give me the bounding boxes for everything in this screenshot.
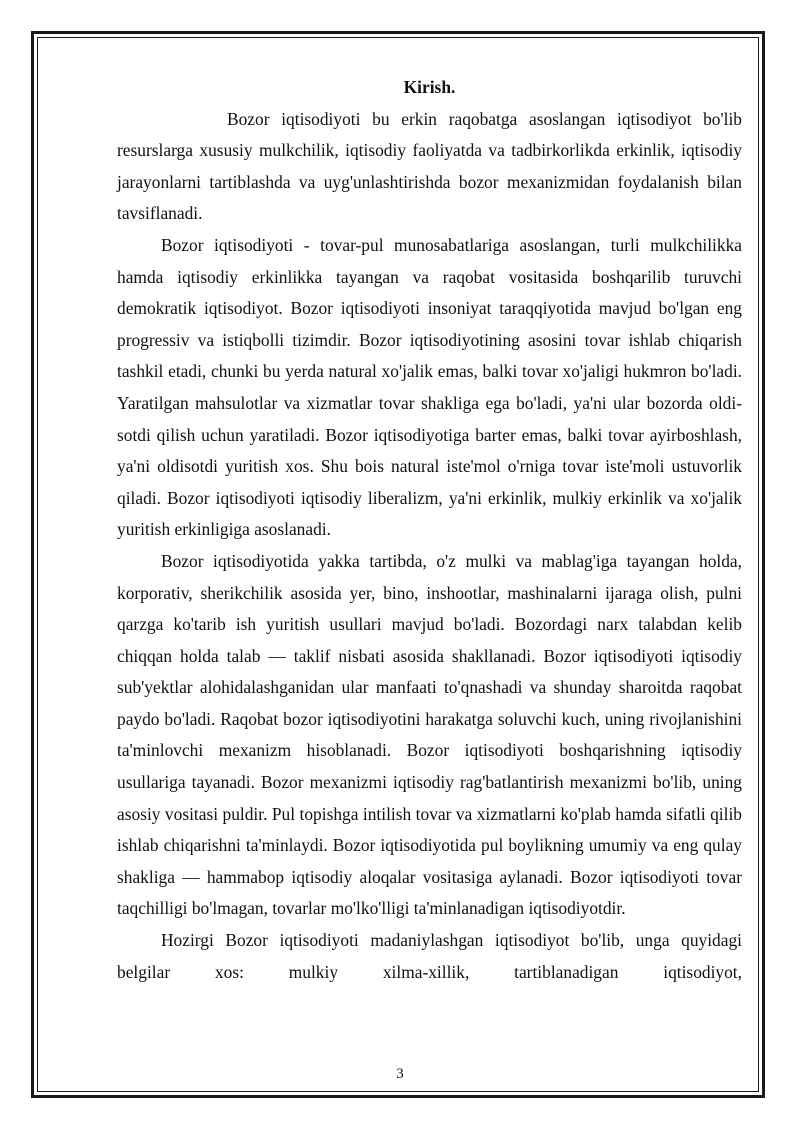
page-number: 3 bbox=[396, 1066, 404, 1082]
paragraph-3: Bozor iqtisodiyotida yakka tartibda, o'z mulki va mablag'iga tayangan holda, korporativ, sherikchilik asosida yer, bino, inshootlar, mashinalarni ijaraga olish, pulni qarzga ko'tarib ish yuritish usullari mavjud bo'ladi. Bozordagi narx talabdan kelib chiqqan holda talab — taklif nisbati asosida shakllanadi. Bozor iqtisodiyoti iqtisodiy sub'yektlar alohidalashganidan ular manfaati to'qnashadi va shunday sharoitda raqobat paydo bo'ladi. Raqobat bozor iqtisodiyotini harakatga soluvchi kuch, uning rivojlanishini ta'minlovchi mexanizm hisoblanadi. Bozor iqtisodiyoti boshqarishning iqtisodiy usullariga tayanadi. Bozor mexanizmi iqtisodiy rag'batlantirish mexanizmi bo'lib, uning asosiy vositasi puldir. Pul topishga intilish tovar va xizmatlarni ko'plab hamda sifatli qilib ishlab chiqarishni ta'minlaydi. Bozor iqtisodiyotida pul boylikning umumiy va eng qulay shakliga — hammabop iqtisodiy aloqalar vositasiga aylanadi. Bozor iqtisodiyoti tovar taqchilligi bo'lmagan, tovarlar mo'lko'lligi ta'minlanadigan iqtisodiyotdir. bbox=[117, 550, 742, 919]
paragraph-2: Bozor iqtisodiyoti - tovar-pul munosabatlariga asoslangan, turli mulkchilikka hamda iqtisodiy erkinlikka tayangan va raqobat vositasida boshqarilib turuvchi demokratik iqtisodiyot. Bozor iqtisodiyoti insoniyat taraqqiyotida mavjud bo'lgan eng progressiv va istiqbolli tizimdir. Bozor iqtisodiyotining asosini tovar ishlab chiqarish tashkil etadi, chunki bu yerda natural xo'jalik emas, balki tovar xo'jaligi hukmron bo'ladi. Yaratilgan mahsulotlar va xizmatlar tovar shakliga ega bo'ladi, ya'ni ular bozorda oldi-sotdi qilish uchun yaratiladi. Bozor iqtisodiyotiga barter emas, balki tovar ayirboshlash, ya'ni oldisotdi yuritish xos. Shu bois natural iste'mol o'rniga tovar iste'moli ustuvorlik qiladi. Bozor iqtisodiyoti iqtisodiy liberalizm, ya'ni erkinlik, mulkiy erkinlik va xo'jalik yuritish erkinligiga asoslanadi. bbox=[117, 234, 742, 540]
paragraph-4: Hozirgi Bozor iqtisodiyoti madaniylashgan iqtisodiyot bo'lib, unga quyidagi belgilar xos: mulkiy xilma-xillik, tartiblanadigan iqtisodiyot, bbox=[117, 930, 742, 982]
document-body bbox=[117, 72, 742, 988]
document-title: Kirish. bbox=[403, 77, 456, 97]
paragraph-1: Bozor iqtisodiyoti bu erkin raqobatga asoslangan iqtisodiyot bo'lib resurslarga xususiy mulkchilik, iqtisodiy faoliyatda va tadbirkorlikda erkinlik, iqtisodiy jarayonlarni tartiblashda va uyg'unlashtirishda bozor mexanizmidan foydalanish bilan tavsiflanadi. bbox=[117, 108, 742, 224]
